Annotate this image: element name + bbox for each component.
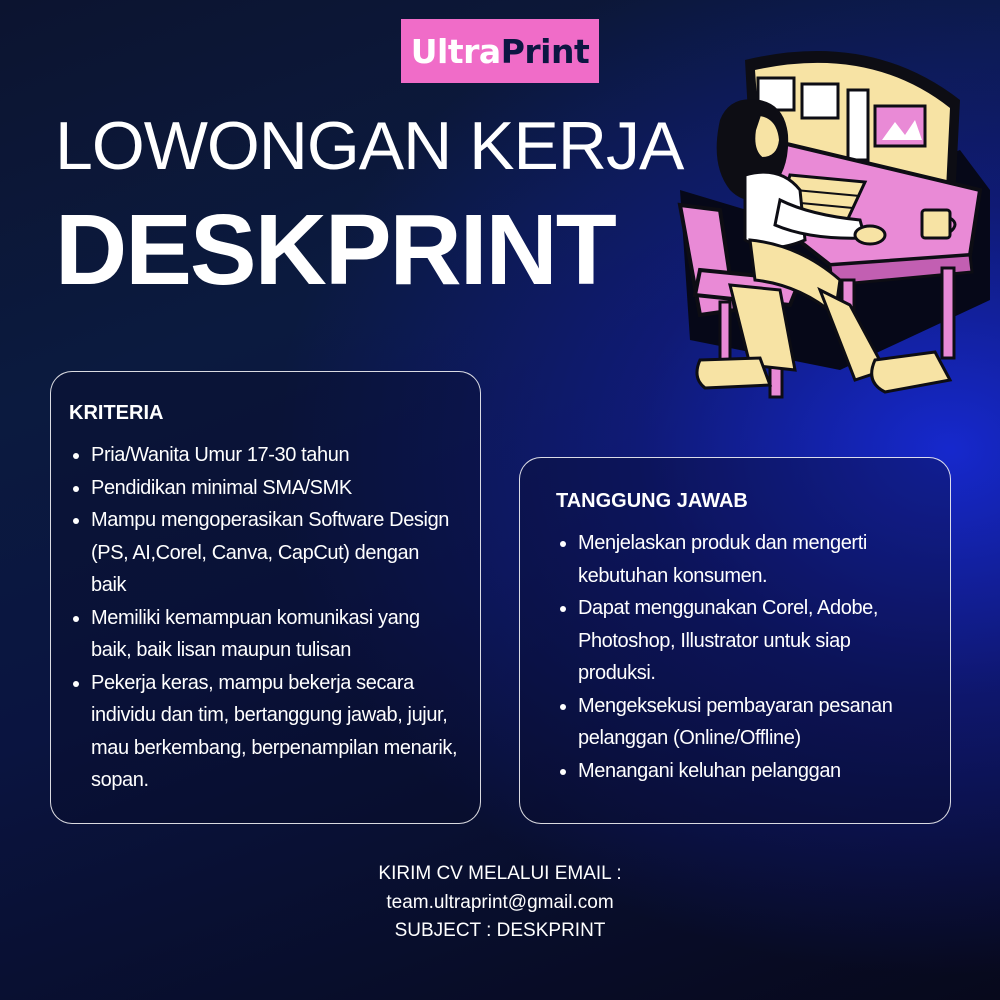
tanggung-jawab-card [519, 457, 951, 824]
contact-email: team.ultraprint@gmail.com [386, 891, 614, 913]
tanggung-jawab-list [556, 527, 928, 787]
woman-working-at-computer-desk-illustration [660, 40, 990, 410]
ultraprint-logo [401, 19, 599, 83]
kriteria-card [50, 371, 481, 824]
list-item: • Pendidikan minimal SMA/SMK [91, 472, 458, 505]
logo-text-ultra: Ultra [410, 31, 501, 71]
list-item: • Dapat menggunakan Corel, Adobe, Photoshop, Illustrator untuk siap produksi. [578, 592, 928, 690]
contact-subject: SUBJECT : DESKPRINT [394, 920, 606, 941]
headline: LOWONGAN KERJA [55, 108, 684, 184]
contact-block [0, 860, 1000, 946]
list-item: • Menangani keluhan pelanggan [578, 755, 928, 788]
tanggung-jawab-heading: TANGGUNG JAWAB [556, 490, 748, 512]
kriteria-heading: KRITERIA [69, 402, 164, 424]
contact-instruction: KIRIM CV MELALUI EMAIL : [378, 863, 622, 884]
list-item: • Memiliki kemampuan komunikasi yang baik, baik lisan maupun tulisan [91, 602, 458, 667]
kriteria-list [69, 439, 458, 797]
job-title: DESKPRINT [55, 194, 615, 306]
list-item: • Mampu mengoperasikan Software Design (PS, AI,Corel, Canva, CapCut) dengan baik [91, 504, 458, 602]
list-item: • Menjelaskan produk dan mengerti kebutuhan konsumen. [578, 527, 928, 592]
list-item: • Pria/Wanita Umur 17-30 tahun [91, 439, 458, 472]
list-item: • Mengeksekusi pembayaran pesanan pelanggan (Online/Offline) [578, 690, 928, 755]
list-item: • Pekerja keras, mampu bekerja secara individu dan tim, bertanggung jawab, jujur, mau berkembang, berpenampilan menarik, sopan. [91, 667, 458, 797]
logo-text-print: Print [500, 31, 590, 71]
